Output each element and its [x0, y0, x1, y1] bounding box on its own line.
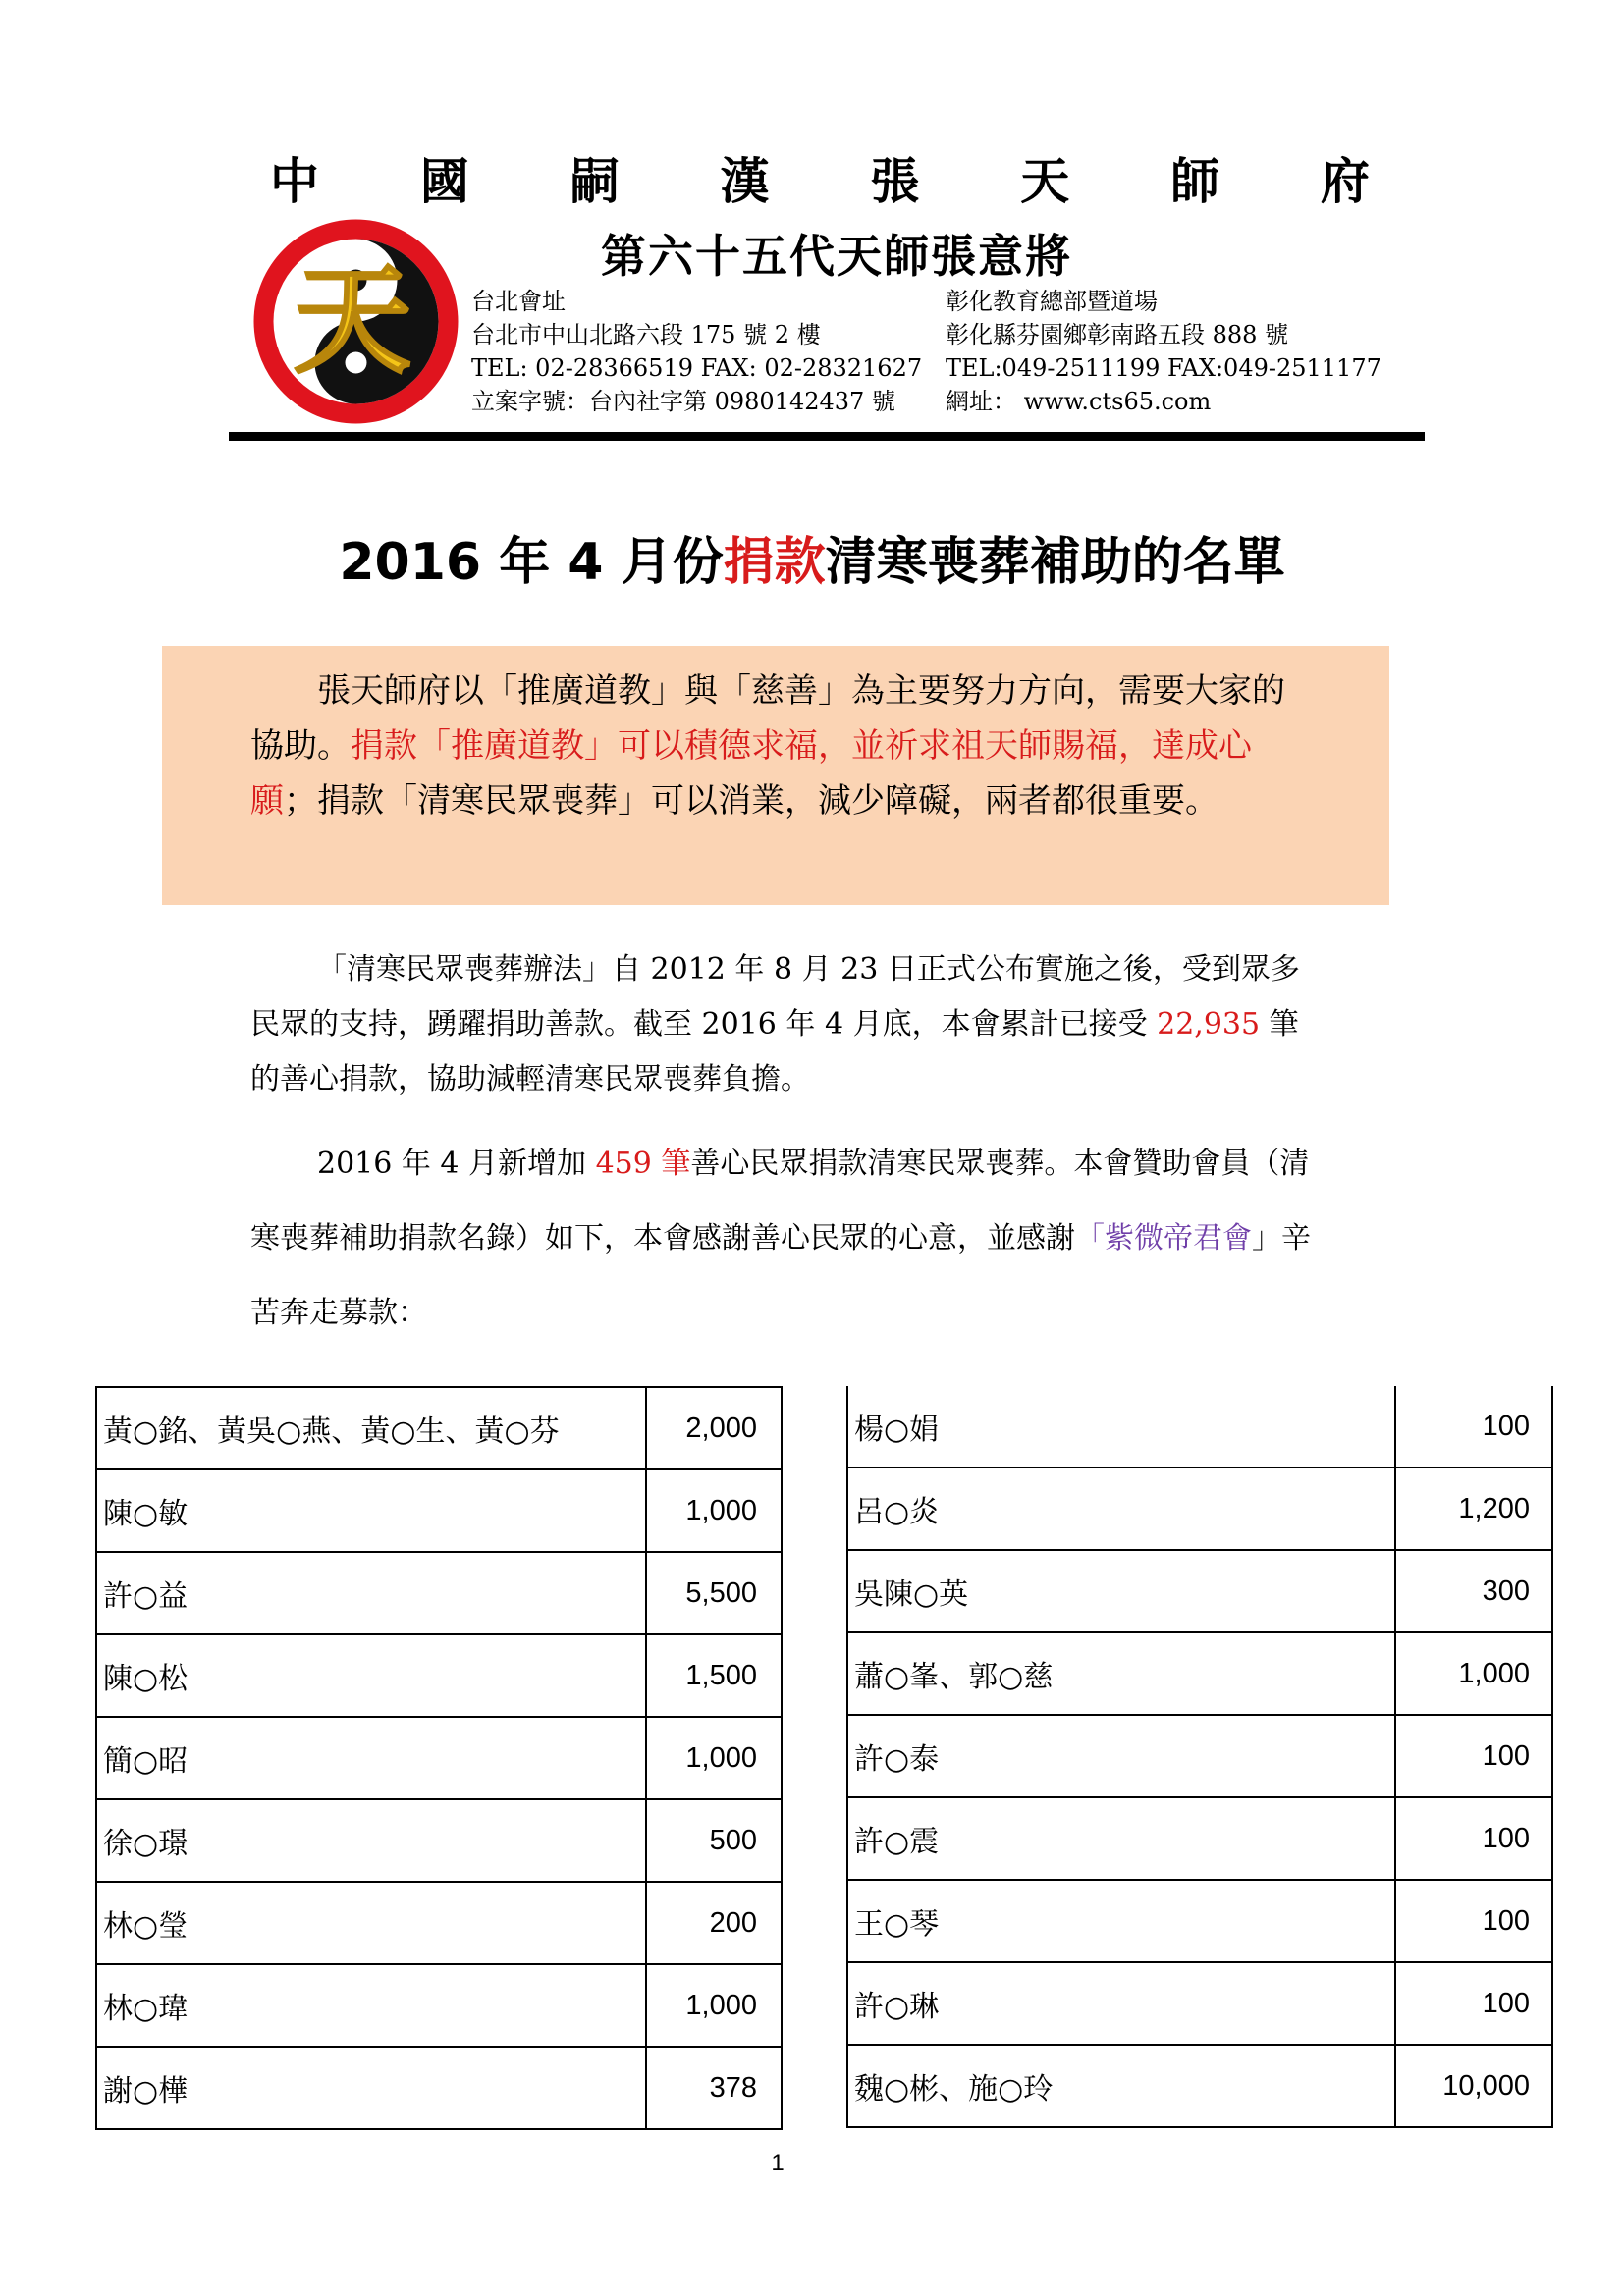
- org-char: 張: [870, 153, 920, 210]
- donation-amount: 1,500: [685, 1659, 757, 1691]
- donor-name: 簡○昭: [96, 1717, 646, 1799]
- table-row: [847, 1880, 1552, 1962]
- notice-text: 張天師府以「推廣道教」與「慈善」為主要努力方向，需要大家的協助。: [250, 671, 1285, 766]
- paragraph-text: 」辛苦奔走募款：: [250, 1221, 1311, 1330]
- donation-amount: 100: [1395, 1797, 1552, 1880]
- donor-name: 謝○樺: [96, 2047, 646, 2129]
- donation-amount: 5,500: [685, 1576, 757, 1609]
- table-row: [847, 1962, 1552, 2045]
- table-row: [96, 1469, 782, 1552]
- donor-table-left: [95, 1386, 783, 2130]
- table-row: [96, 1634, 782, 1717]
- donation-amount-cell: [646, 1634, 782, 1717]
- donor-name: 林○瑋: [96, 1964, 646, 2047]
- donation-amount: 1,200: [1395, 1468, 1552, 1550]
- table-row: [96, 1552, 782, 1634]
- table-row: [847, 1386, 1552, 1468]
- donation-amount: 378: [709, 2071, 757, 2104]
- donation-amount-cell: [646, 1799, 782, 1882]
- donation-amount-cell: [646, 1964, 782, 2047]
- donation-amount: 100: [1395, 1715, 1552, 1797]
- donor-name: 蕭○峯、郭○慈: [847, 1632, 1395, 1715]
- address-line: TEL: 02-28366519 FAX: 02-28321627: [471, 354, 923, 382]
- donor-table-right: [846, 1386, 1553, 2128]
- summary-paragraph: [250, 942, 1311, 1107]
- notice-box: [162, 646, 1389, 905]
- table-row: [96, 1964, 782, 2047]
- yin-yang-logo: [250, 216, 461, 427]
- donation-amount: 100: [1395, 1386, 1552, 1468]
- donor-name: 許○震: [847, 1797, 1395, 1880]
- title-suffix: 清寒喪葬補助的名單: [825, 533, 1285, 592]
- master-name: 第六十五代天師張意將: [601, 230, 1072, 283]
- org-char: 嗣: [569, 153, 620, 210]
- donor-name: 陳○敏: [96, 1469, 646, 1552]
- donor-name: 王○琴: [847, 1880, 1395, 1962]
- org-char: 天: [1020, 153, 1070, 210]
- title-highlight: 捐款: [723, 533, 826, 592]
- donation-amount: 1,000: [685, 1989, 757, 2021]
- page-number: 1: [771, 2150, 785, 2176]
- donor-name: 黃○銘、黃吳○燕、黃○生、黃○芬: [96, 1387, 646, 1469]
- donation-amount: 100: [1395, 1880, 1552, 1962]
- paragraph-text: 「清寒民眾喪葬辦法」自 2012 年 8 月 23 日正式公布實施之後，受到眾多民眾的支持，踴躍捐助善款。截至 2016 年 4 月底，本會累計已接受: [250, 952, 1300, 1041]
- page-title: [0, 520, 1624, 594]
- table-row: [847, 2045, 1552, 2127]
- donor-name: 林○瑩: [96, 1882, 646, 1964]
- table-row: [96, 1387, 782, 1469]
- donation-amount: 1,000: [685, 1494, 757, 1526]
- donation-amount: 2,000: [685, 1412, 757, 1444]
- donor-name: 許○泰: [847, 1715, 1395, 1797]
- address-line: 台北會址: [471, 288, 566, 315]
- org-char: 府: [1320, 153, 1370, 210]
- donor-name: 吳陳○英: [847, 1550, 1395, 1632]
- monthly-paragraph: [250, 1127, 1311, 1351]
- table-row: [847, 1632, 1552, 1715]
- table-row: [96, 1717, 782, 1799]
- donation-amount-cell: [646, 1552, 782, 1634]
- donation-amount: 10,000: [1395, 2045, 1552, 2127]
- logo-character: 天: [294, 251, 411, 390]
- donation-amount: 1,000: [1395, 1632, 1552, 1715]
- header-divider: [229, 432, 1425, 441]
- table-row: [847, 1468, 1552, 1550]
- donor-name: 陳○松: [96, 1634, 646, 1717]
- donation-amount: 200: [709, 1906, 757, 1939]
- notice-text: ；捐款「清寒民眾喪葬」可以消業，減少障礙，兩者都很重要。: [284, 781, 1218, 821]
- donor-name: 許○益: [96, 1552, 646, 1634]
- table-row: [96, 1882, 782, 1964]
- title-prefix: 2016 年 4 月份: [339, 533, 724, 592]
- donation-amount: 300: [1395, 1550, 1552, 1632]
- address-line: 網址： www.cts65.com: [946, 388, 1212, 415]
- org-char: 漢: [720, 153, 770, 210]
- changhua-address-block: [946, 285, 1381, 418]
- table-row: [847, 1715, 1552, 1797]
- donation-amount-cell: [646, 1469, 782, 1552]
- taipei-address-block: [471, 285, 922, 418]
- notice-highlight: 捐款「推廣道教」可以積德求福，並祈求祖天師賜福，達成心願: [250, 726, 1252, 821]
- table-row: [847, 1797, 1552, 1880]
- paragraph-text: 善心民眾捐款清寒民眾喪葬。本會贊助會員（清寒喪葬補助捐款名錄）如下，本會感謝善心民眾的心意，並感謝: [250, 1147, 1310, 1255]
- donor-name: 魏○彬、施○玲: [847, 2045, 1395, 2127]
- donor-name: 呂○炎: [847, 1468, 1395, 1550]
- donor-name: 許○琳: [847, 1962, 1395, 2045]
- org-char: 國: [419, 153, 469, 210]
- donation-amount-cell: [646, 1387, 782, 1469]
- donation-amount: 500: [709, 1824, 757, 1856]
- table-row: [847, 1550, 1552, 1632]
- donation-amount-cell: [646, 1882, 782, 1964]
- total-count: 22,935: [1157, 1007, 1261, 1041]
- paragraph-text: 2016 年 4 月新增加: [317, 1147, 596, 1181]
- donor-name: 徐○璟: [96, 1799, 646, 1882]
- org-char: 師: [1170, 153, 1220, 210]
- organization-name: [270, 142, 1370, 213]
- paragraph-text: 筆的善心捐款，協助減輕清寒民眾喪葬負擔。: [250, 1007, 1299, 1096]
- table-row: [96, 2047, 782, 2129]
- address-line: 彰化縣芬園鄉彰南路五段 888 號: [946, 321, 1289, 348]
- donation-amount: 100: [1395, 1962, 1552, 2045]
- donation-amount-cell: [646, 2047, 782, 2129]
- group-name: 「紫微帝君會: [1075, 1221, 1252, 1255]
- donation-amount-cell: [646, 1717, 782, 1799]
- address-line: 立案字號：台內社字第 0980142437 號: [471, 388, 895, 415]
- org-char: 中: [270, 153, 319, 210]
- address-line: 彰化教育總部暨道場: [946, 288, 1158, 315]
- monthly-count: 459 筆: [595, 1147, 691, 1181]
- donor-name: 楊○娟: [847, 1386, 1395, 1468]
- address-line: TEL:049-2511199 FAX:049-2511177: [946, 354, 1381, 382]
- address-line: 台北市中山北路六段 175 號 2 樓: [471, 321, 821, 348]
- table-row: [96, 1799, 782, 1882]
- donation-amount: 1,000: [685, 1741, 757, 1774]
